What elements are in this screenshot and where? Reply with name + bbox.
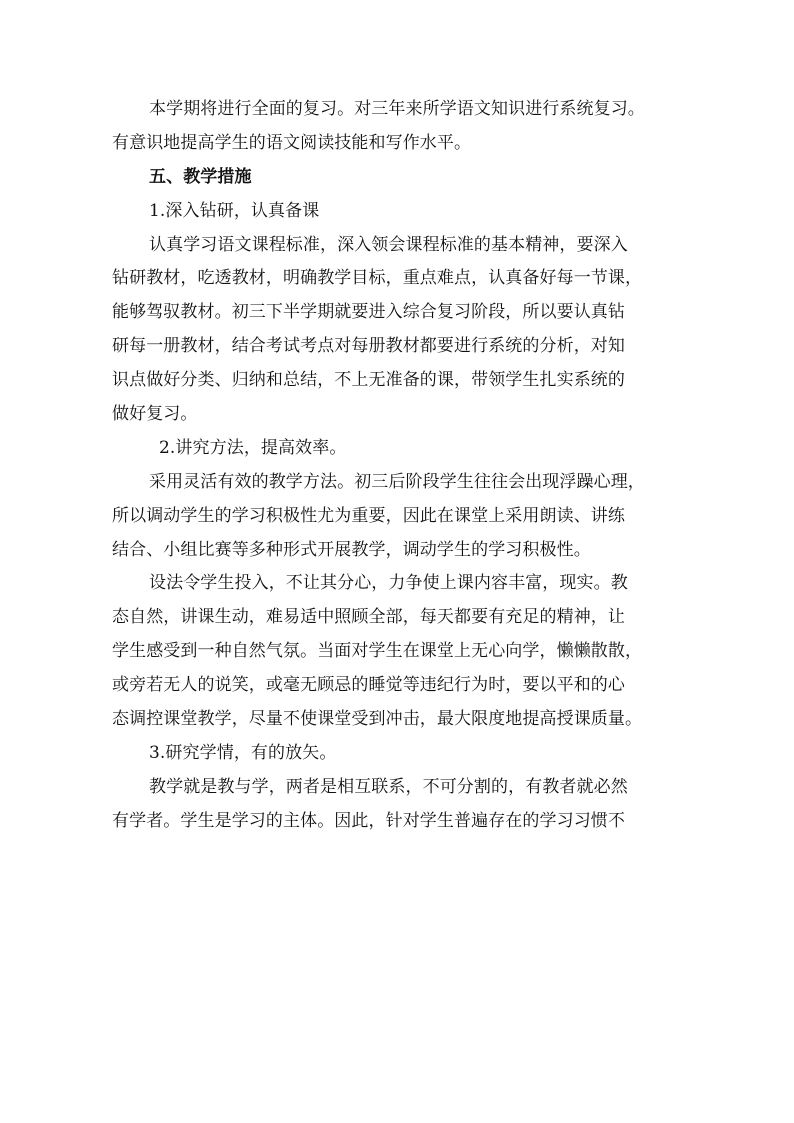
paragraph-line: 钻研教材，吃透教材，明确教学目标，重点难点，认真备好每一节课，: [112, 268, 643, 289]
paragraph-line: 教学就是教与学，两者是相互联系，不可分割的，有教者就必然: [149, 776, 628, 797]
paragraph-line: 做好复习。: [112, 404, 198, 425]
paragraph-line: 所以调动学生的学习积极性尤为重要，因此在课堂上采用朗读、讲练: [112, 505, 625, 526]
subsection-heading: 2.讲究方法，提高效率。: [159, 437, 347, 458]
document-page: [112, 100, 682, 846]
paragraph-line: 结合、小组比赛等多种形式开展教学，调动学生的学习积极性。: [112, 539, 591, 560]
paragraph-line: 识点做好分类、归纳和总结，不上无准备的课，带领学生扎实系统的: [112, 370, 625, 391]
paragraph-line: 态自然，讲课生动，难易适中照顾全部，每天都要有充足的精神，让: [112, 607, 625, 628]
section-heading: 五、教学措施: [149, 166, 252, 187]
paragraph-line: 学生感受到一种自然气氛。当面对学生在课堂上无心向学，懒懒散散，: [112, 641, 643, 662]
paragraph-line: 能够驾驭教材。初三下半学期就要进入综合复习阶段，所以要认真钻: [112, 302, 625, 323]
paragraph-line: 或旁若无人的说笑，或毫无顾忌的睡觉等违纪行为时，要以平和的心: [112, 675, 625, 696]
paragraph-line: 采用灵活有效的教学方法。初三后阶段学生往往会出现浮躁心理，: [149, 471, 645, 492]
paragraph-line: 研每一册教材，结合考试考点对每册教材都要进行系统的分析，对知: [112, 336, 625, 357]
paragraph-line: 认真学习语文课程标准，深入领会课程标准的基本精神，要深入: [149, 234, 628, 255]
paragraph-line: 本学期将进行全面的复习。对三年来所学语文知识进行系统复习。: [149, 99, 645, 119]
paragraph-line: 态调控课堂教学，尽量不使课堂受到冲击，最大限度地提高授课质量。: [112, 709, 643, 730]
paragraph-line: 有意识地提高学生的语文阅读技能和写作水平。: [112, 132, 472, 153]
subsection-heading: 3.研究学情，有的放矢。: [149, 742, 337, 763]
paragraph-line: 有学者。学生是学习的主体。因此，针对学生普遍存在的学习习惯不: [112, 810, 625, 831]
paragraph-line: 设法令学生投入，不让其分心，力争使上课内容丰富，现实。教: [149, 573, 628, 594]
subsection-heading: 1.深入钻研，认真备课: [149, 200, 320, 221]
